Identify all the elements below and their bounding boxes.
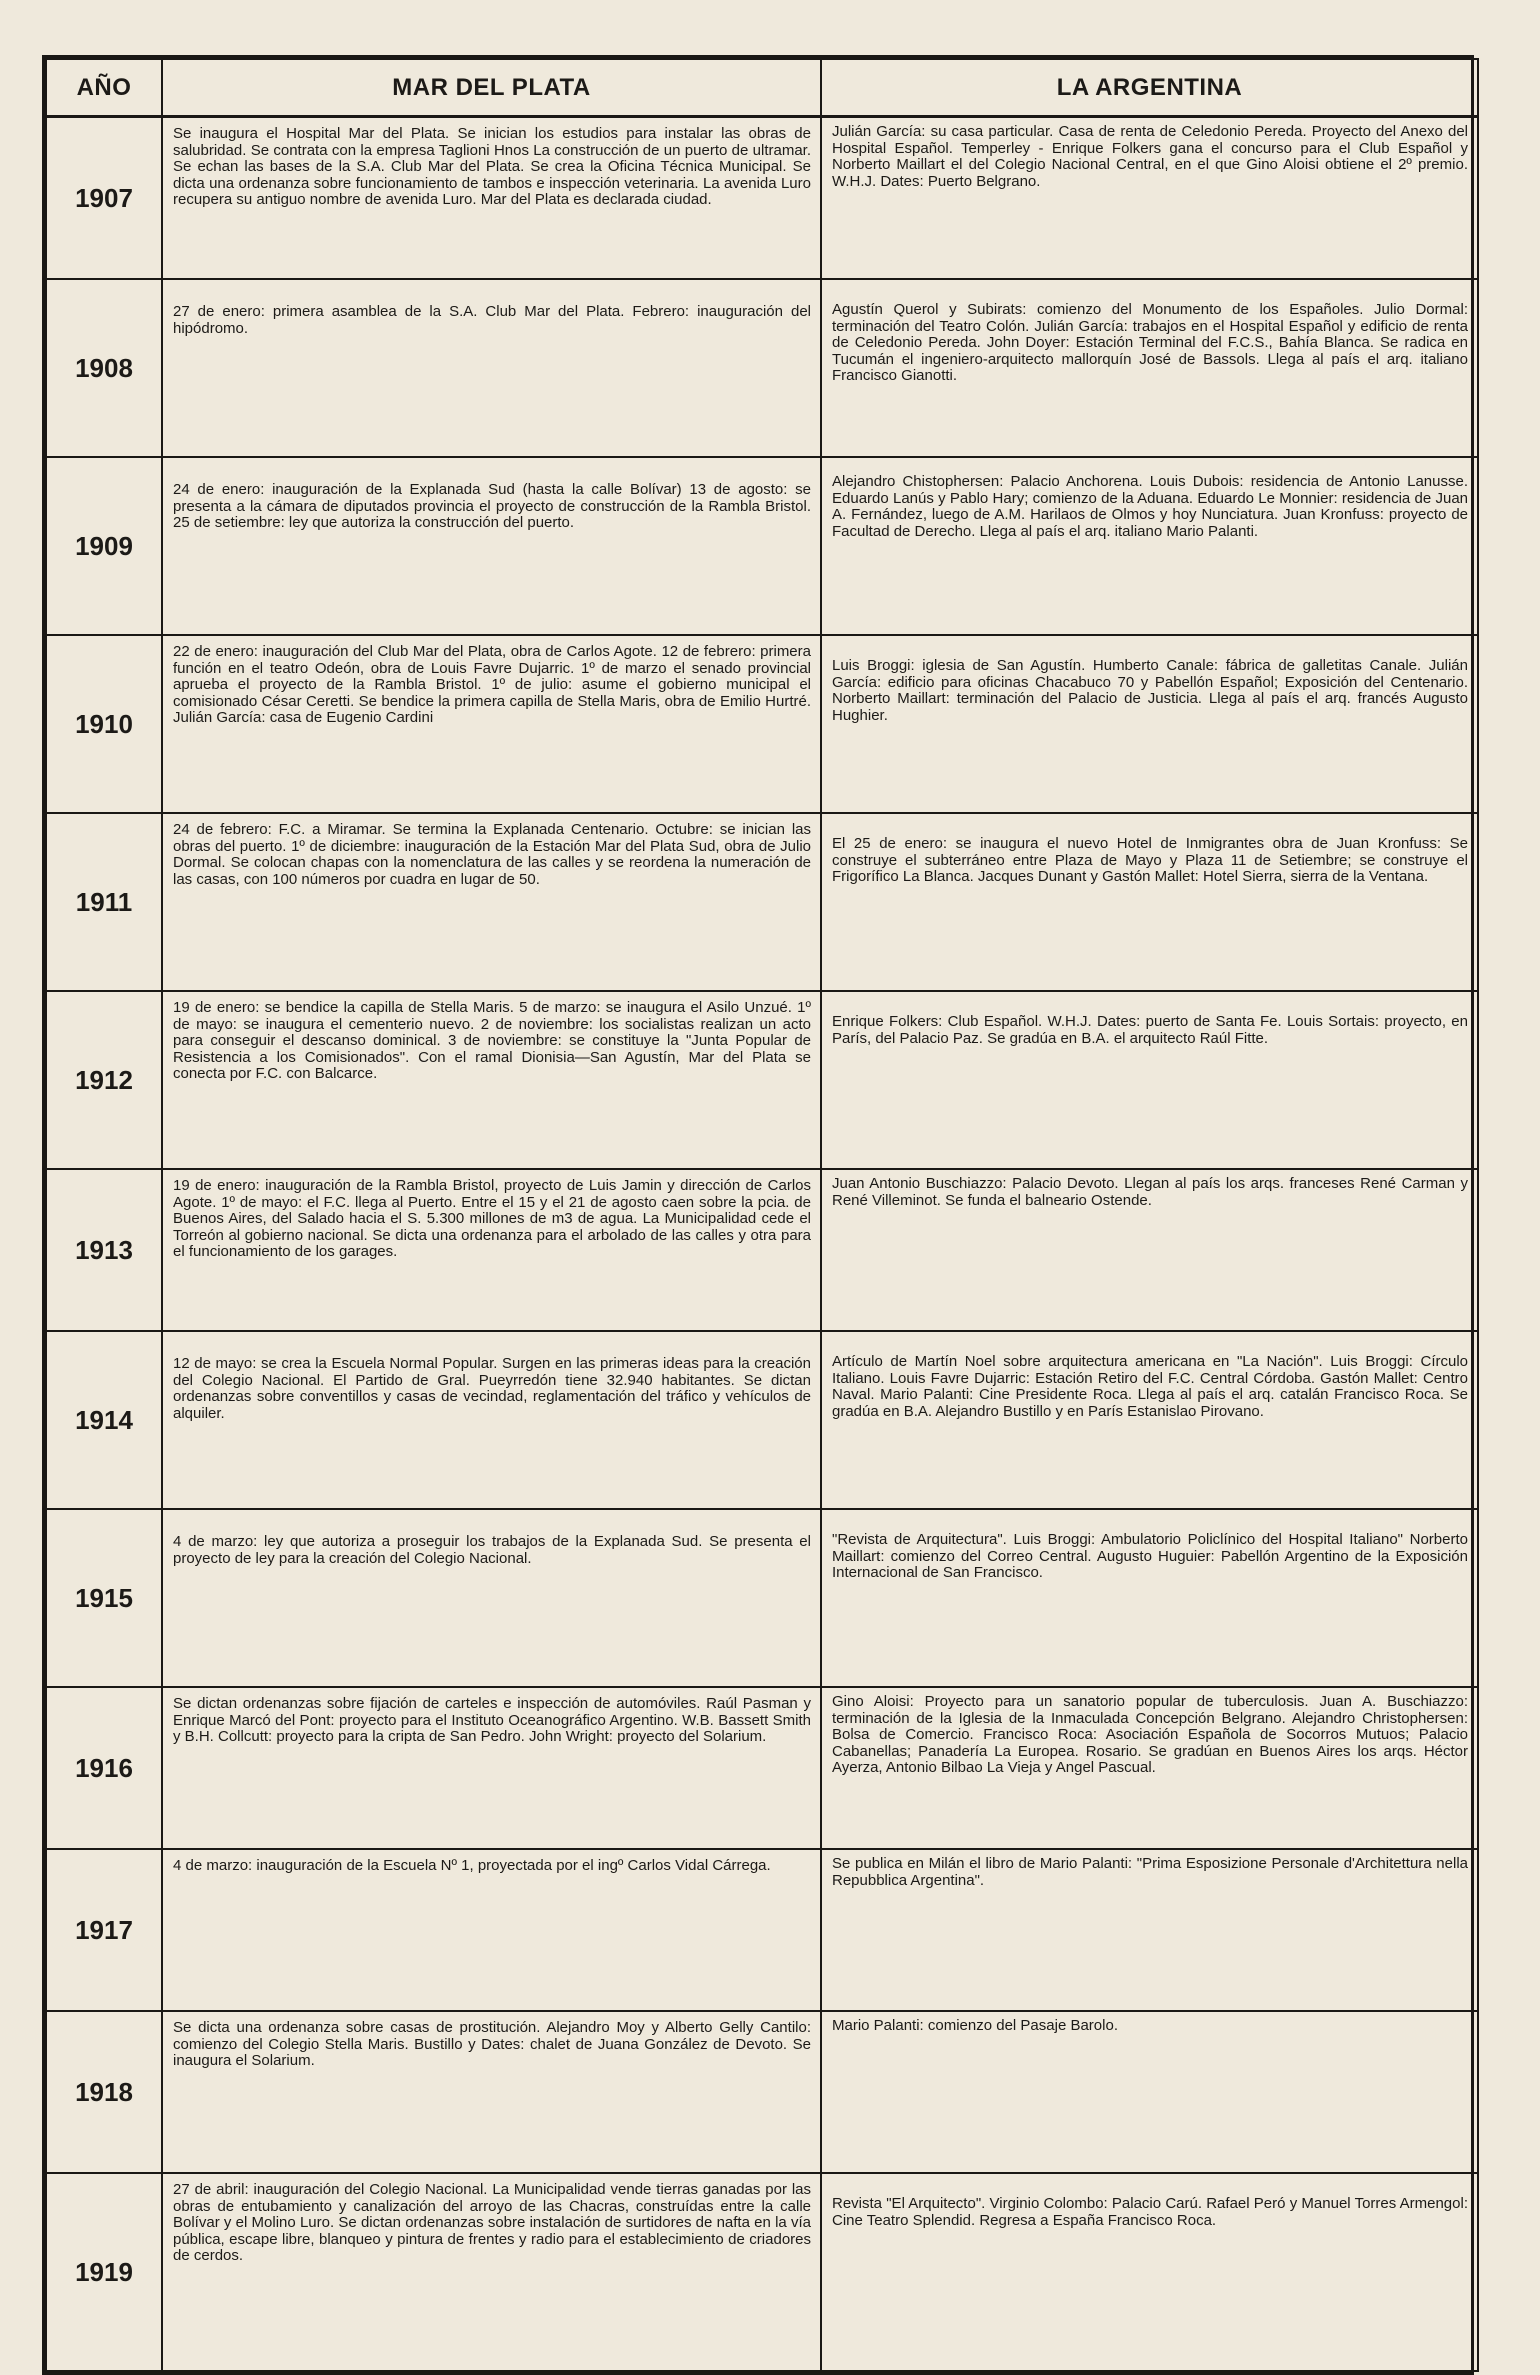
year-cell: 1917 xyxy=(46,1849,162,2011)
la-argentina-cell xyxy=(821,279,1478,457)
mar-del-plata-text: 4 de marzo: ley que autoriza a proseguir los trabajos de la Explanada Sud. Se presenta el proyecto de ley para la creación del Colegio Nacional. xyxy=(173,1533,811,1567)
mar-del-plata-text: 24 de febrero: F.C. a Miramar. Se termina la Explanada Centenario. Octubre: se inician las obras del puerto. 1º de diciembre: inauguración de la Estación Mar del Plata Sud, obra de Julio Dormal. Se colocan chapas con la nomenclatura de las calles y se reordena la numeración de las casas, con 100 números por cuadra en lugar de 50. xyxy=(173,821,811,888)
table-row-1912 xyxy=(46,991,1478,1169)
mar-del-plata-text: 24 de enero: inauguración de la Explanada Sud (hasta la calle Bolívar) 13 de agosto: se presenta a la cámara de diputados provincia el proyecto de construcción de la Rambla Bristol. 25 de setiembre: ley que autoriza la construcción del puerto. xyxy=(173,481,811,531)
year-cell: 1908 xyxy=(46,279,162,457)
la-argentina-cell xyxy=(821,813,1478,991)
table-row-1916 xyxy=(46,1687,1478,1849)
mar-del-plata-text: Se dictan ordenanzas sobre fijación de carteles e inspección de automóviles. Raúl Pasman y Enrique Marcó del Pont: proyecto para el Instituto Oceanográfico Argentino. W.B. Bassett Smith y B.H. Collcutt: proyecto para la cripta de San Pedro. John Wright: proyecto del Solarium. xyxy=(173,1695,811,1745)
year-cell: 1913 xyxy=(46,1169,162,1331)
mar-del-plata-text: Se dicta una ordenanza sobre casas de prostitución. Alejandro Moy y Alberto Gelly Cantilo: comienzo del Colegio Stella Maris. Bustillo y Dates: chalet de Juana González de Devoto. Se inaugura el Solarium. xyxy=(173,2019,811,2069)
mar-del-plata-cell xyxy=(162,1509,821,1687)
year-cell: 1919 xyxy=(46,2173,162,2371)
mar-del-plata-text: 22 de enero: inauguración del Club Mar del Plata, obra de Carlos Agote. 12 de febrero: primera función en el teatro Odeón, obra de Louis Favre Dujarric. 1º de marzo el senado provincial aprueba el proyecto de la Rambla Bristol. 1º de julio: asume el gobierno municipal el comisionado César Ceretti. Se bendice la primera capilla de Stella Maris, obra de Emilio Hurtré. Julián García: casa de Eugenio Cardini xyxy=(173,643,811,726)
mar-del-plata-cell xyxy=(162,457,821,635)
header-year: AÑO xyxy=(46,59,162,117)
la-argentina-text: Mario Palanti: comienzo del Pasaje Barolo. xyxy=(832,2017,1118,2034)
mar-del-plata-cell xyxy=(162,635,821,813)
mar-del-plata-text: 12 de mayo: se crea la Escuela Normal Popular. Surgen en las primeras ideas para la creación del Colegio Nacional. El Partido de Gral. Pueyrredón tiene 32.940 habitantes. Se dictan ordenanzas sobre conventillos y casas de vecindad, reglamentación del tráfico y vehículos de alquiler. xyxy=(173,1355,811,1422)
header-la-argentina: LA ARGENTINA xyxy=(821,59,1478,117)
la-argentina-cell xyxy=(821,2011,1478,2173)
table-row-1908 xyxy=(46,279,1478,457)
mar-del-plata-cell xyxy=(162,1169,821,1331)
year-cell: 1910 xyxy=(46,635,162,813)
mar-del-plata-text: 19 de enero: inauguración de la Rambla Bristol, proyecto de Luis Jamin y dirección de Carlos Agote. 1º de mayo: el F.C. llega al Puerto. Entre el 15 y el 21 de agosto caen sobre la pcia. de Buenos Aires, del Salado hacia el S. 5.300 millones de m3 de agua. La Municipalidad cede el Torreón al gobierno nacional. Se dicta una ordenanza para el arbolado de las calles y otra para el funcionamiento de los garages. xyxy=(173,1177,811,1260)
table-row-1909 xyxy=(46,457,1478,635)
mar-del-plata-cell xyxy=(162,279,821,457)
mar-del-plata-text: 19 de enero: se bendice la capilla de Stella Maris. 5 de marzo: se inaugura el Asilo Unzué. 1º de mayo: se inaugura el cementerio nuevo. 2 de noviembre: los socialistas realizan un acto para conseguir el descanso dominical. 3 de noviembre: se constituye la "Junta Popular de Resistencia a los Comisionados". Con el ramal Dionisia—San Agustín, Mar del Plata se conecta por F.C. con Balcarce. xyxy=(173,999,811,1082)
mar-del-plata-text: 4 de marzo: inauguración de la Escuela Nº 1, proyectada por el ingº Carlos Vidal Cárrega. xyxy=(173,1857,771,1874)
table-row-1907 xyxy=(46,117,1478,280)
mar-del-plata-cell xyxy=(162,1849,821,2011)
mar-del-plata-cell xyxy=(162,991,821,1169)
la-argentina-cell xyxy=(821,635,1478,813)
la-argentina-text: Julián García: su casa particular. Casa de renta de Celedonio Pereda. Proyecto del Anexo del Hospital Español. Temperley - Enrique Folkers gana el concurso para el Club Español y Norberto Maillart el del Colegio Nacional Central, en el que Gino Aloisi obtiene el 2º premio. W.H.J. Dates: Puerto Belgrano. xyxy=(832,123,1468,190)
table-row-1910 xyxy=(46,635,1478,813)
chronology-table-frame xyxy=(42,55,1474,2375)
la-argentina-text: Revista "El Arquitecto". Virginio Colombo: Palacio Carú. Rafael Peró y Manuel Torres Armengol: Cine Teatro Splendid. Regresa a España Francisco Roca. xyxy=(832,2195,1468,2229)
year-cell: 1915 xyxy=(46,1509,162,1687)
table-row-1911 xyxy=(46,813,1478,991)
la-argentina-text: "Revista de Arquitectura". Luis Broggi: Ambulatorio Policlínico del Hospital Italiano" Norberto Maillart: comienzo del Correo Central. Augusto Huguier: Pabellón Argentino de la Exposición Internacional de San Francisco. xyxy=(832,1531,1468,1581)
mar-del-plata-cell xyxy=(162,1687,821,1849)
la-argentina-cell xyxy=(821,991,1478,1169)
la-argentina-cell xyxy=(821,1849,1478,2011)
year-cell: 1914 xyxy=(46,1331,162,1509)
table-row-1913 xyxy=(46,1169,1478,1331)
la-argentina-cell xyxy=(821,2173,1478,2371)
mar-del-plata-text: 27 de enero: primera asamblea de la S.A. Club Mar del Plata. Febrero: inauguración del hipódromo. xyxy=(173,303,811,337)
la-argentina-text: Juan Antonio Buschiazzo: Palacio Devoto. Llegan al país los arqs. franceses René Carman y René Villeminot. Se funda el balneario Ostende. xyxy=(832,1175,1468,1209)
year-cell: 1918 xyxy=(46,2011,162,2173)
chronology-table xyxy=(45,58,1479,2372)
la-argentina-cell xyxy=(821,1687,1478,1849)
mar-del-plata-cell xyxy=(162,813,821,991)
header-mar-del-plata: MAR DEL PLATA xyxy=(162,59,821,117)
mar-del-plata-cell xyxy=(162,117,821,280)
la-argentina-text: Se publica en Milán el libro de Mario Palanti: "Prima Esposizione Personale d'Architettura nella Repubblica Argentina". xyxy=(832,1855,1468,1889)
table-row-1917 xyxy=(46,1849,1478,2011)
year-cell: 1912 xyxy=(46,991,162,1169)
la-argentina-text: Artículo de Martín Noel sobre arquitectura americana en "La Nación". Luis Broggi: Círculo Italiano. Louis Favre Dujarric: Estación Retiro del F.C. Central Córdoba. Gastón Mallet: Centro Naval. Mario Palanti: Cine Presidente Roca. Llega al país el arq. catalán Francisco Roca. Se gradúa en B.A. Alejandro Bustillo y en París Estanislao Pirovano. xyxy=(832,1353,1468,1420)
la-argentina-cell xyxy=(821,117,1478,280)
la-argentina-text: Alejandro Chistophersen: Palacio Anchorena. Louis Dubois: residencia de Antonio Lanusse. Eduardo Lanús y Pablo Hary; comienzo de la Aduana. Eduardo Le Monnier: residencia de Juan A. Fernández, luego de A.M. Harilaos de Olmos y hoy Nunciatura. Juan Kronfuss: proyecto de Facultad de Derecho. Llega al país el arq. italiano Mario Palanti. xyxy=(832,473,1468,540)
year-cell: 1909 xyxy=(46,457,162,635)
mar-del-plata-text: 27 de abril: inauguración del Colegio Nacional. La Municipalidad vende tierras ganadas por las obras de entubamiento y canalización del arroyo de las Chacras, construídas entre la calle Bolívar y el Molino Luro. Se dictan ordenanzas sobre instalación de surtidores de nafta en la vía pública, escape libre, blanqueo y pintura de frentes y radio para el establecimiento de criadores de cerdos. xyxy=(173,2181,811,2264)
year-cell: 1907 xyxy=(46,117,162,280)
table-row-1919 xyxy=(46,2173,1478,2371)
la-argentina-cell xyxy=(821,457,1478,635)
la-argentina-cell xyxy=(821,1169,1478,1331)
table-row-1914 xyxy=(46,1331,1478,1509)
la-argentina-cell xyxy=(821,1331,1478,1509)
la-argentina-text: Agustín Querol y Subirats: comienzo del Monumento de los Españoles. Julio Dormal: terminación del Teatro Colón. Julián García: trabajos en el Hospital Español y edificio de renta de Celedonio Pereda. John Doyer: Estación Terminal del F.C.S., Bahía Blanca. Se radica en Tucumán el ingeniero-arquitecto mallorquín José de Bassols. Llega al país el arq. italiano Francisco Gianotti. xyxy=(832,301,1468,384)
mar-del-plata-cell xyxy=(162,1331,821,1509)
la-argentina-cell xyxy=(821,1509,1478,1687)
la-argentina-text: Enrique Folkers: Club Español. W.H.J. Dates: puerto de Santa Fe. Louis Sortais: proyecto, en París, del Palacio Paz. Se gradúa en B.A. el arquitecto Raúl Fitte. xyxy=(832,1013,1468,1047)
year-cell: 1916 xyxy=(46,1687,162,1849)
table-row-1918 xyxy=(46,2011,1478,2173)
mar-del-plata-text: Se inaugura el Hospital Mar del Plata. Se inician los estudios para instalar las obras de salubridad. Se contrata con la empresa Taglioni Hnos La construcción de un puerto de ultramar. Se echan las bases de la S.A. Club Mar del Plata. Se crea la Oficina Técnica Municipal. Se dicta una ordenanza sobre funcionamiento de tambos e inspección veterinaria. La avenida Luro recupera su antiguo nombre de avenida Luro. Mar del Plata es declarada ciudad. xyxy=(173,125,811,208)
year-cell: 1911 xyxy=(46,813,162,991)
mar-del-plata-cell xyxy=(162,2173,821,2371)
la-argentina-text: El 25 de enero: se inaugura el nuevo Hotel de Inmigrantes obra de Juan Kronfuss: Se construye el subterráneo entre Plaza de Mayo y Plaza 11 de Setiembre; se construye el Frigorífico La Blanca. Jacques Dunant y Gastón Mallet: Hotel Sierra, sierra de la Ventana. xyxy=(832,835,1468,885)
la-argentina-text: Luis Broggi: iglesia de San Agustín. Humberto Canale: fábrica de galletitas Canale. Julián García: edificio para oficinas Chacabuco 70 y Pabellón Español; Exposición del Centenario. Norberto Maillart: terminación del Palacio de Justicia. Llega al país el arq. francés Augusto Hughier. xyxy=(832,657,1468,724)
header-row xyxy=(46,59,1478,117)
mar-del-plata-cell xyxy=(162,2011,821,2173)
la-argentina-text: Gino Aloisi: Proyecto para un sanatorio popular de tuberculosis. Juan A. Buschiazzo: terminación de la Iglesia de la Inmaculada Concepción Belgrano. Alejandro Christophersen: Bolsa de Comercio. Francisco Roca: Asociación Española de Socorros Mutuos; Palacio Cabanellas; Panadería La Europea. Rosario. Se gradúan en Buenos Aires los arqs. Héctor Ayerza, Antonio Bilbao La Vieja y Angel Pascual. xyxy=(832,1693,1468,1776)
table-row-1915 xyxy=(46,1509,1478,1687)
